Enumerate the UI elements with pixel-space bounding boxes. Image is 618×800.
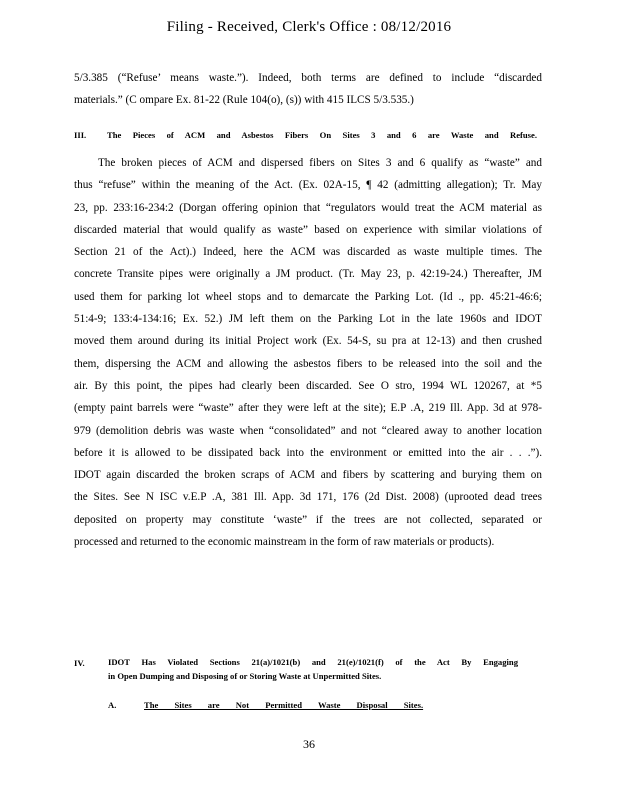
page-number: 36: [303, 737, 315, 751]
section-title-line: IDOT Has Violated Sections 21(a)/1021(b) and 21(e)/1021(f) of the Act By Engaging: [108, 657, 518, 667]
section-iii-heading: [74, 130, 542, 140]
text-line: thus “refuse” within the meaning of the Act. (Ex. 02A-15, ¶ 42 (admitting allegation); Tr. May: [74, 179, 542, 192]
filing-header: Filing - Received, Clerk's Office : 08/12/2016: [166, 19, 452, 35]
section-title: The Pieces of ACM and Asbestos Fibers On Sites 3 and 6 are Waste and Refuse.: [107, 130, 537, 140]
text-line: The broken pieces of ACM and dispersed fibers on Sites 3 and 6 qualify as “waste” and: [74, 157, 542, 169]
text-line: Section 21 of the Act).) Indeed, here the ACM was discarded as waste multiple times. The: [74, 246, 542, 259]
text-line: deposited on property may constitute ‘waste” if the trees are not collected, separated or: [74, 513, 542, 526]
text-line: the Sites. See N ISC v.E.P .A, 381 Ill. App. 3d 171, 176 (2d Dist. 2008) (uprooted dead trees: [74, 491, 542, 504]
text-line: before it is allowed to be dissipated back into the environment or emitted into the air . . .”).: [74, 446, 542, 459]
section-iv-title: [108, 655, 518, 683]
text-line: moved them around during its initial Project work (Ex. 54-S, su pra at 12-13) and then crushed: [74, 335, 542, 348]
text-line: concrete Transite pipes were originally a JM product. (Tr. May 23, p. 42:19-24.) Thereafter, JM: [74, 268, 542, 281]
text-line: materials.” (C ompare Ex. 81-22 (Rule 104(o), (s)) with 415 ILCS 5/3.535.): [74, 94, 414, 107]
text-line: 5/3.385 (“Refuse’ means waste.”). Indeed, both terms are defined to include “discarded: [74, 72, 542, 84]
section-title-line: in Open Dumping and Disposing of or Storing Waste at Unpermitted Sites.: [108, 671, 382, 681]
text-line: discarded material that would qualify as waste” based on experience with similar violations of: [74, 223, 542, 236]
text-line: 23, pp. 233:16-234:2 (Dorgan offering opinion that “regulators would treat the ACM material as: [74, 201, 542, 214]
text-line: (empty paint barrels were “waste” after they were left at the site); E.P .A, 219 Ill. App. 3d at 978-: [74, 402, 542, 415]
subsection-title: The Sites are Not Permitted Waste Disposal Sites.: [144, 700, 424, 710]
subsection-label: A.: [108, 700, 117, 710]
body-paragraph: [74, 152, 542, 553]
text-line: processed and returned to the economic mainstream in the form of raw materials or products).: [74, 536, 495, 549]
section-number: IV.: [74, 658, 85, 668]
text-line: used them for parking lot wheel stops and to demarcate the Parking Lot. (Id ., pp. 45:21-46:6;: [74, 290, 542, 303]
text-line: air. By this point, the pipes had clearly been discarded. See O stro, 1994 WL 120267, at *5: [74, 379, 542, 392]
text-line: IDOT again discarded the broken scraps of ACM and fibers by scattering and burying them on: [74, 469, 542, 482]
section-number: III.: [74, 130, 87, 140]
text-line: them, dispersing the ACM and allowing the asbestos fibers to be released into the soil and the: [74, 357, 542, 370]
subsection-a-heading: [108, 700, 423, 710]
text-line: 979 (demolition debris was waste when “consolidated” and not “cleared away to another location: [74, 424, 542, 437]
intro-text: [74, 67, 542, 112]
text-line: 51:4-9; 133:4-134:16; Ex. 52.) JM left them on the Parking Lot in the late 1960s and IDOT: [74, 313, 542, 326]
